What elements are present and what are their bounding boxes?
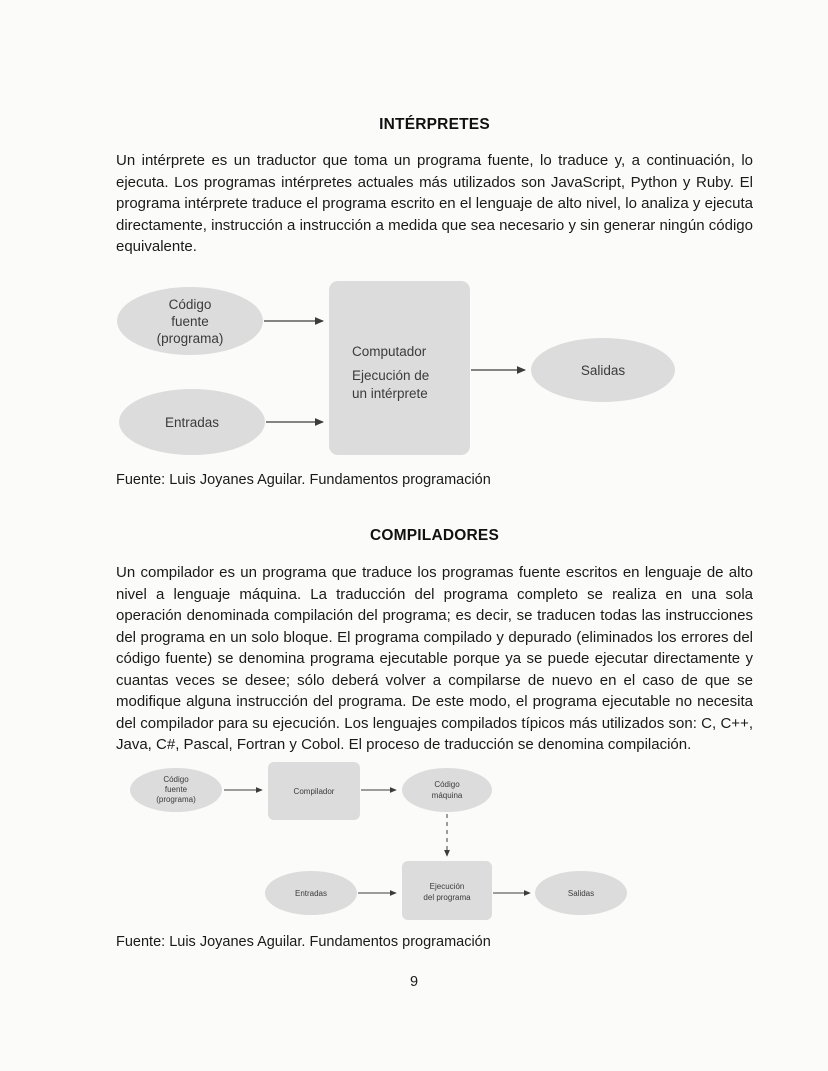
node-codigo-fuente-label-3: (programa)	[156, 331, 224, 346]
node-salidas	[535, 871, 627, 915]
page-number: 9	[409, 974, 419, 990]
node-codigo-fuente	[130, 768, 222, 812]
node-ejecucion-programa	[402, 861, 492, 920]
node-codigo-fuente-label-1: Código	[163, 775, 189, 784]
paragraph-interpretes-wrap	[116, 150, 753, 258]
caption-interpretes-wrap	[116, 470, 753, 490]
node-entradas	[265, 871, 357, 915]
node-entradas-label: Entradas	[164, 415, 220, 430]
paragraph-interpretes: Un intérprete es un traductor que toma un programa fuente, lo traduce y, a continuación, lo ejecuta. Los programas intérpretes actuales más utilizados son JavaScript, Python y Ruby. El programa intérprete traduce el programa escrito en el lenguaje de alto nivel, lo analiza y ejecuta directamente, instrucción a instrucción a medida que sea necesario y sin generar ningún código equivalente.	[116, 152, 753, 255]
node-codigo-maquina-label-2: máquina	[431, 791, 463, 800]
node-codigo-fuente	[117, 287, 263, 355]
diagram-compilador	[122, 758, 642, 930]
node-ejecucion-label-1: Ejecución	[429, 882, 465, 891]
node-compilador-label: Compilador	[293, 787, 335, 796]
node-salidas-label: Salidas	[580, 363, 626, 378]
node-codigo-maquina-label-1: Código	[434, 780, 460, 789]
node-computador	[329, 281, 470, 455]
page-title-interpretes: INTÉRPRETES	[379, 116, 490, 133]
diagram-interprete	[112, 276, 692, 466]
node-computador-label-3: un intérprete	[352, 386, 428, 401]
paragraph-compiladores: Un compilador es un programa que traduce los programas fuente escritos en lenguaje de alto nivel a lenguaje máquina. La traducción del programa completo se realiza en una sola operación denominada compilación del programa; es decir, se traducen todas las instrucciones del programa en un solo bloque. El programa compilado y depurado (eliminados los errores del código fuente) se denomina programa ejecutable porque ya se puede ejecutar directamente y cuantas veces se desee; sólo deberá volver a compilarse de nuevo en el caso de que se modifique alguna instrucción del programa. De este modo, el programa ejecutable no necesita del compilador para su ejecución. Los lenguajes compilados típicos más utilizados son: C, C++, Java, C#, Pascal, Fortran y Cobol. El proceso de traducción se denomina compilación.	[116, 564, 753, 753]
node-ejecucion-label-2: del programa	[423, 893, 471, 902]
node-codigo-fuente-label-2: fuente	[164, 785, 188, 794]
node-salidas-label: Salidas	[567, 889, 595, 898]
node-entradas	[119, 389, 265, 455]
node-codigo-fuente-label-3: (programa)	[156, 795, 196, 804]
node-codigo-fuente-label-1: Código	[168, 297, 212, 312]
node-computador-label-2: Ejecución de	[352, 368, 430, 383]
section-interpretes	[116, 116, 753, 134]
section-compiladores	[116, 527, 753, 545]
node-compilador	[268, 762, 360, 820]
caption-compiladores: Fuente: Luis Joyanes Aguilar. Fundamentos programación	[116, 934, 491, 950]
node-entradas-label: Entradas	[294, 889, 328, 898]
paragraph-compiladores-wrap	[116, 562, 753, 756]
caption-compiladores-wrap	[116, 932, 753, 952]
node-salidas	[531, 338, 675, 402]
node-codigo-fuente-label-2: fuente	[171, 314, 209, 329]
page-title-compiladores: COMPILADORES	[370, 527, 499, 544]
node-codigo-maquina	[402, 768, 492, 812]
caption-interpretes: Fuente: Luis Joyanes Aguilar. Fundamentos programación	[116, 472, 491, 488]
node-computador-label-1: Computador	[352, 344, 427, 359]
